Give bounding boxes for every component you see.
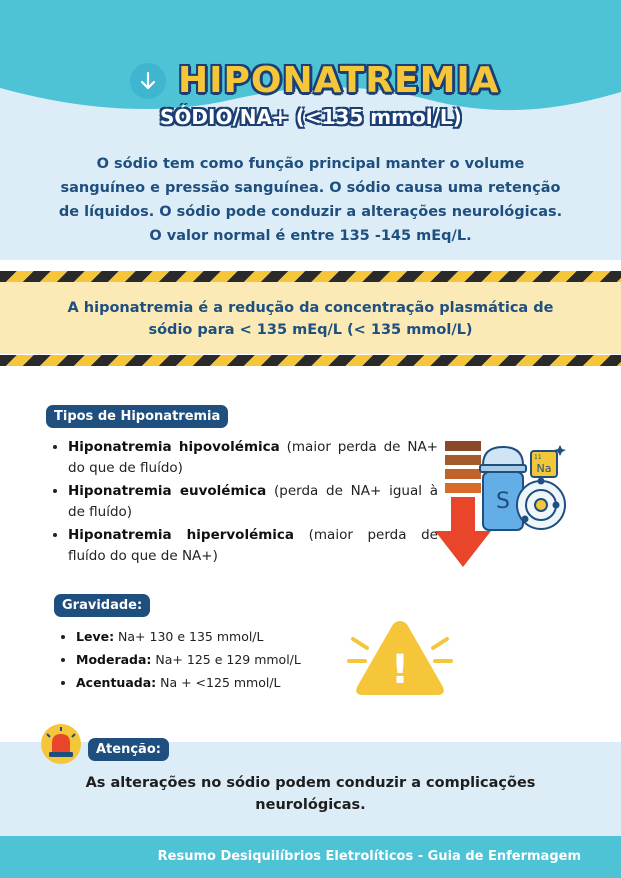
list-item <box>76 671 301 694</box>
shaker-letter: S <box>496 489 510 514</box>
down-arrow-icon <box>130 63 166 99</box>
level-bars-icon <box>445 441 481 493</box>
types-label: Tipos de Hiponatremia <box>46 405 228 428</box>
type-detail: (perda de NA+ igual à de fluído) <box>68 483 438 520</box>
sodium-decrease-illustration <box>425 435 575 570</box>
intro-paragraph <box>50 152 571 248</box>
types-list <box>50 437 438 569</box>
sodium-element-icon <box>531 445 566 477</box>
severity-range: Na + <125 mmol/L <box>156 675 281 690</box>
element-symbol: Na <box>536 462 552 475</box>
salt-shaker-icon <box>480 447 526 530</box>
severity-range: Na+ 125 e 129 mmol/L <box>151 652 301 667</box>
page-subtitle: SÓDIO/NA+ (<135 mmol/L) <box>160 105 462 129</box>
list-item <box>76 625 301 648</box>
list-item <box>76 648 301 671</box>
intro-line: O sódio tem como função principal manter o volume <box>96 156 525 172</box>
page-title: HIPONATREMIA <box>178 60 500 101</box>
type-detail: (maior perda de NA+ do que de fluído) <box>68 439 438 476</box>
list-item <box>68 481 438 523</box>
type-name: Hiponatremia hipervolémica <box>68 527 295 543</box>
type-name: Hiponatremia hipovolémica <box>68 439 280 455</box>
footer-text: Resumo Desiquilíbrios Eletrolíticos - Guia de Enfermagem <box>157 849 581 864</box>
intro-line: sanguíneo e pressão sanguínea. O sódio causa uma retenção <box>60 180 561 196</box>
hazard-stripe-bottom <box>0 355 621 366</box>
definition-text <box>40 297 581 341</box>
element-number: 11 <box>534 454 542 461</box>
intro-line: O valor normal é entre 135 -145 mEq/L. <box>149 228 472 244</box>
list-item <box>68 437 438 479</box>
type-detail: (maior perda de fluído do que de NA+) <box>68 527 438 564</box>
warning-mark: ! <box>390 647 410 693</box>
intro-line: de líquidos. O sódio pode conduzir a alterações neurológicas. <box>58 204 563 220</box>
attention-text <box>60 772 561 816</box>
attention-line: neurológicas. <box>255 797 366 813</box>
siren-icon <box>41 724 81 764</box>
atom-icon <box>517 479 565 530</box>
severity-level: Moderada: <box>76 652 152 667</box>
warning-triangle-icon <box>345 615 455 700</box>
type-name: Hiponatremia euvolémica <box>68 483 267 499</box>
hazard-stripe-top <box>0 271 621 282</box>
severity-list <box>58 625 301 694</box>
attention-line: As alterações no sódio podem conduzir a complicações <box>85 775 536 791</box>
severity-range: Na+ 130 e 135 mmol/L <box>114 629 264 644</box>
attention-label: Atenção: <box>88 738 169 761</box>
severity-level: Acentuada: <box>76 675 157 690</box>
severity-label: Gravidade: <box>54 594 150 617</box>
list-item <box>68 525 438 567</box>
definition-line: A hiponatremia é a redução da concentração plasmática de <box>67 300 554 316</box>
definition-line: sódio para < 135 mEq/L (< 135 mmol/L) <box>148 322 473 338</box>
severity-level: Leve: <box>76 629 115 644</box>
